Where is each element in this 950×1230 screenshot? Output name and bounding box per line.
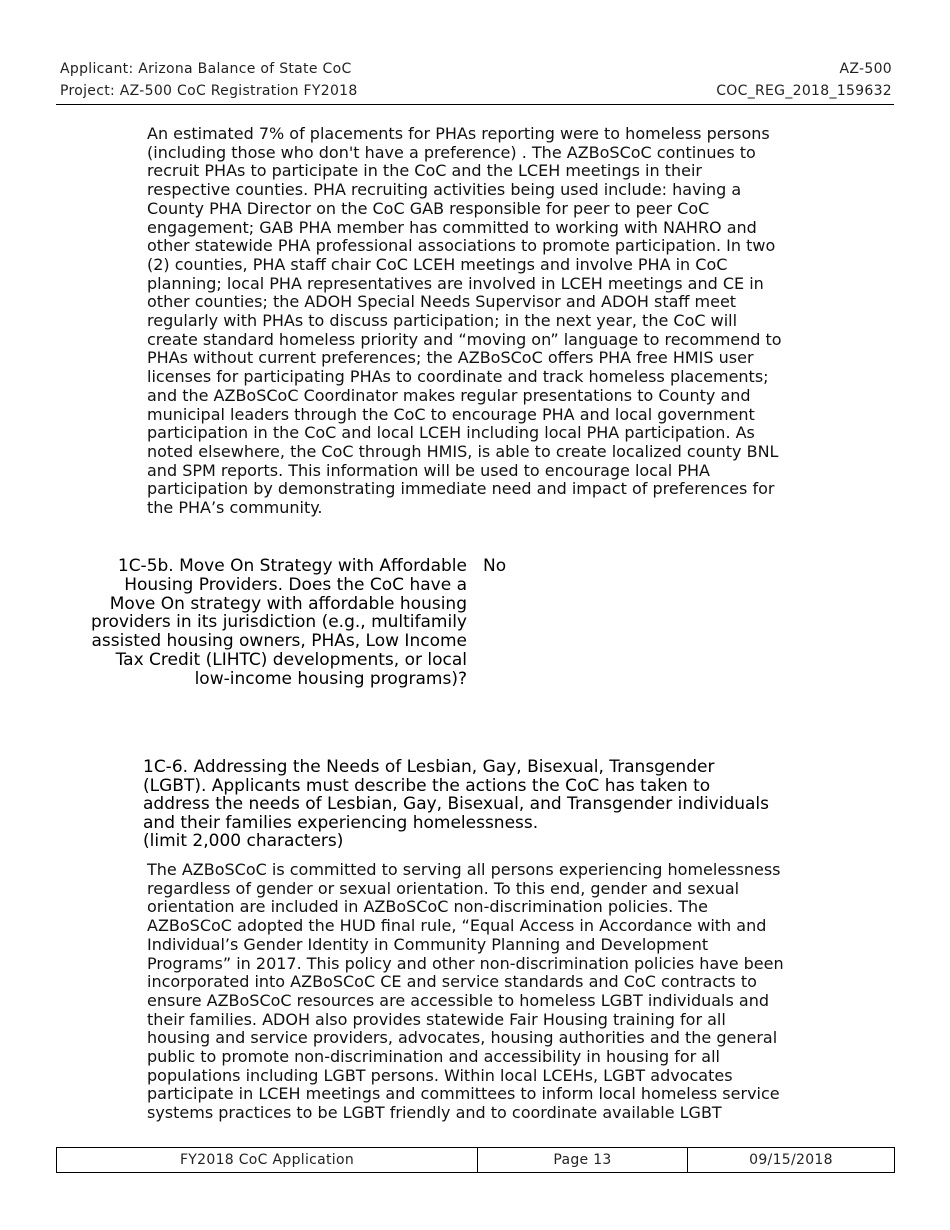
footer-application: FY2018 CoC Application (57, 1148, 478, 1172)
question-1c5b-answer: No (483, 556, 507, 576)
pha-participation-text: An estimated 7% of placements for PHAs reporting were to homeless persons (including those who don't have a preference) . The AZBoSCoC continues to recruit PHAs to participate in the CoC and the LCEH meetings in their respective counties. PHA recruiting activities being used include: having a County PHA Director on the CoC GAB responsible for peer to peer CoC engagement; GAB PHA member has committed to working with NAHRO and other statewide PHA professional associations to promote participation. In two (2) counties, PHA staff chair CoC LCEH meetings and involve PHA in CoC planning; local PHA representatives are involved in LCEH meetings and CE in other counties; the ADOH Special Needs Supervisor and ADOH staff meet regularly with PHAs to discuss participation; in the next year, the CoC will create standard homeless priority and “moving on” language to recommend to PHAs without current preferences; the AZBoSCoC offers PHA free HMIS user licenses for participating PHAs to coordinate and track homeless placements; and the AZBoSCoC Coordinator makes regular presentations to County and municipal leaders through the CoC to encourage PHA and local government participation in the CoC and local LCEH including local PHA participation. As noted elsewhere, the CoC through HMIS, is able to create localized county BNL and SPM reports. This information will be used to encourage local PHA participation by demonstrating immediate need and impact of preferences for the PHA’s community. (147, 124, 782, 518)
applicant-name: Applicant: Arizona Balance of State CoC (60, 61, 352, 77)
registration-id: COC_REG_2018_159632 (716, 83, 892, 99)
footer-page-number: Page 13 (478, 1148, 688, 1172)
question-1c6-response: The AZBoSCoC is committed to serving all persons experiencing homelessness regardless of gender or sexual orientation. To this end, gender and sexual orientation are included in AZBoSCoC non-discrimination policies. The AZBoSCoC adopted the HUD final rule, “Equal Access in Accordance with and Individual’s Gender Identity in Community Planning and Development Programs” in 2017. This policy and other non-discrimination policies have been incorporated into AZBoSCoC CE and service standards and CoC contracts to ensure AZBoSCoC resources are accessible to homeless LGBT individuals and their families. ADOH also provides statewide Fair Housing training for all housing and service providers, advocates, housing authorities and the general public to promote non-discrimination and accessibility in housing for all populations including LGBT persons. Within local LCEHs, LGBT advocates participate in LCEH meetings and committees to inform local homeless service systems practices to be LGBT friendly and to coordinate available LGBT (147, 860, 784, 1123)
coc-code: AZ-500 (839, 61, 892, 77)
project-name: Project: AZ-500 CoC Registration FY2018 (60, 83, 358, 99)
question-1c6-heading: 1C-6. Addressing the Needs of Lesbian, Gay, Bisexual, Transgender (LGBT). Applicants must describe the actions the CoC has taken to address the needs of Lesbian, Gay, Bisexual, and Transgender individuals and their families experiencing homelessness. (limit 2,000 characters) (143, 757, 770, 851)
question-1c5b-label: 1C-5b. Move On Strategy with Affordable Housing Providers. Does the CoC have a Move On strategy with affordable housing providers in its jurisdiction (e.g., multifamily assisted housing owners, PHAs, Low Income Tax Credit (LIHTC) developments, or local low-income housing programs)? (91, 556, 467, 689)
page-footer (56, 1147, 895, 1173)
header-divider (56, 104, 894, 105)
footer-date: 09/15/2018 (749, 1152, 833, 1168)
